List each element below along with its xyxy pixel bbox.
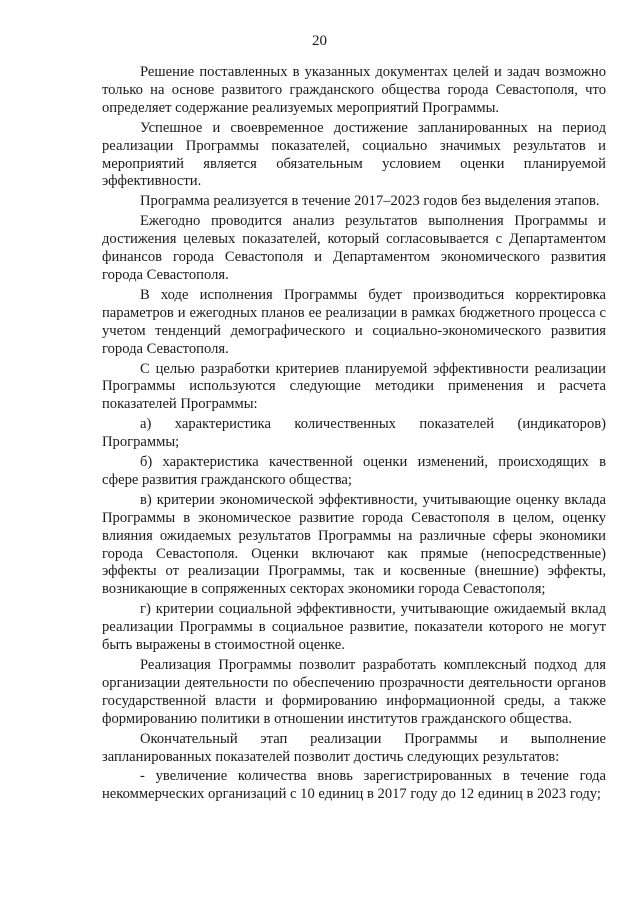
- paragraph-goals: Решение поставленных в указанных документах целей и задач возможно только на основе развитого гражданского общества города Севастополя, что определяет содержание реализуемых мероприятий Программы.: [102, 64, 606, 116]
- list-item-b: б) характеристика качественной оценки изменений, происходящих в сфере развития гражданского общества;: [102, 454, 606, 488]
- paragraph-final-stage: Окончательный этап реализации Программы и выполнение запланированных показателей позволит достичь следующих результатов:: [102, 730, 606, 765]
- paragraph-implementation: Реализация Программы позволит разработать комплексный подход для организации деятельности по обеспечению прозрачности деятельности органов государственной власти и формированию информационной среды, а также формированию политики в отношении институтов гражданского общества.: [102, 657, 606, 727]
- paragraph-period: Программа реализуется в течение 2017–2023 годов без выделения этапов.: [140, 193, 600, 210]
- paragraph-adjustment: В ходе исполнения Программы будет производиться корректировка параметров и ежегодных планов ее реализации в рамках бюджетного процесса с учетом тенденций демографического и социально-экономического развития города Севастополя.: [102, 286, 606, 357]
- paragraph-annual-analysis: Ежегодно проводится анализ результатов выполнения Программы и достижения целевых показателей, который согласовывается с Департаментом финансов города Севастополя и Департаментом экономического развития города Севастополя.: [102, 213, 606, 283]
- page-number: 20: [312, 33, 327, 49]
- list-item-dash: - увеличение количества вновь зарегистрированных в течение года некоммерческих организаций с 10 единиц в 2017 году до 12 единиц в 2023 году;: [102, 768, 606, 803]
- paragraph-methods-intro: С целью разработки критериев планируемой эффективности реализации Программы используются следующие методики применения и расчета показателей Программы:: [102, 360, 606, 413]
- list-item-d: г) критерии социальной эффективности, учитывающие ожидаемый вклад реализации Программы в социальное развитие, показатели которого не могут быть выражены в стоимостной оценке.: [102, 601, 606, 654]
- list-item-c: в) критерии экономической эффективности, учитывающие оценку вклада Программы в экономическое развитие города Севастополя в целом, оценку влияния ожидаемых результатов Программы на различные сферы экономики города Севастополя. Оценки включают как прямые (непосредственные) эффекты от реализации Программы, так и косвенные (внешние) эффекты, возникающие в сопряженных секторах экономики города Севастополя;: [102, 491, 606, 598]
- paragraph-success: Успешное и своевременное достижение запланированных на период реализации Программы показателей, социально значимых результатов и мероприятий является обязательным условием оценки планируемой эффективности.: [102, 119, 606, 190]
- list-item-a: а) характеристика количественных показателей (индикаторов) Программы;: [102, 416, 606, 451]
- document-body: [102, 64, 606, 806]
